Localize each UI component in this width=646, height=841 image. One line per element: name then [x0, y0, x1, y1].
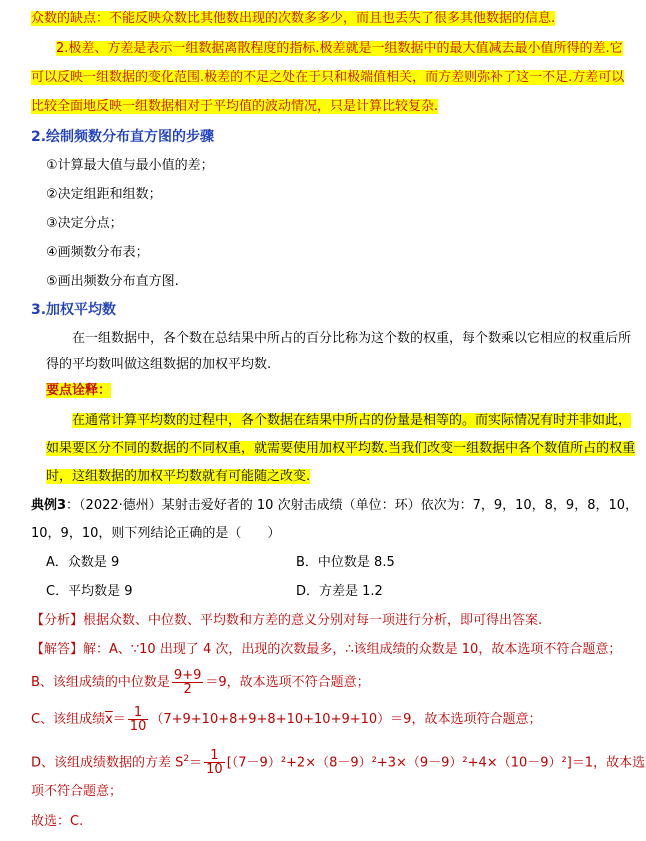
note-label: 要点诠释：: [46, 383, 112, 398]
fraction-mean: $\frac{1}{10}$: [129, 705, 147, 734]
heading-histogram-steps: 2.绘制频数分布直方图的步骤: [31, 129, 215, 145]
example-question-2: 10，9，10，则下列结论正确的是（ ）: [31, 526, 281, 541]
solution-c: C、该组成绩$\overline{x}=$ $\frac{1}{10}$ （7+9+10+8+9+8+10+10+9+10）＝9，故本选项符合题意；: [31, 705, 542, 734]
fraction-median: $\frac{9+9}{2}$: [173, 668, 202, 697]
fraction-variance: $\frac{1}{10}$: [206, 748, 223, 778]
option-a: A．众数是 9: [46, 555, 120, 570]
paragraph-weighted-mean-1: 在一组数据中，各个数在总结果中所占的百分比称为这个数的权重，每个数乘以它相应的权重后所: [72, 331, 632, 346]
final-answer: 故选：C.: [31, 814, 84, 829]
step-1: ①计算最大值与最小值的差；: [46, 158, 214, 173]
note-paragraph-1: 在通常计算平均数的过程中，各个数据在结果中所占的份量是相等的。而实际情况有时并非如此，: [72, 413, 632, 428]
heading-weighted-mean: 3.加权平均数: [31, 302, 117, 318]
step-4: ④画频数分布表；: [46, 245, 149, 260]
paragraph-mode-drawback: 众数的缺点：不能反映众数比其他数出现的次数多多少，而且也丢失了很多其他数据的信息.: [31, 11, 556, 26]
note-paragraph-2: 如果要区分不同的数据的不同权重，就需要使用加权平均数.当我们改变一组数据中各个数值所占的权重: [46, 441, 636, 456]
paragraph-range-variance-1: 2.极差、方差是表示一组数据离散程度的指标.极差就是一组数据中的最大值减去最小值所得的差.它: [56, 41, 623, 56]
option-c: C．平均数是 9: [46, 584, 133, 599]
solution-a: 【解答】解：A、∵10 出现了 4 次，出现的次数最多，∴该组成绩的众数是 10，故本选项不符合题意；: [31, 642, 622, 657]
paragraph-range-variance-2: 可以反映一组数据的变化范围.极差的不足之处在于只和极端值相关，而方差则弥补了这一不足.方差可以: [31, 70, 625, 85]
step-3: ③决定分点；: [46, 216, 123, 231]
example-question-1: 典例3：（2022·德州）某射击爱好者的 10 次射击成绩（单位：环）依次为：7，9，10，8，9，8，10，: [31, 498, 639, 513]
analysis: 【分析】根据众数、中位数、平均数和方差的意义分别对每一项进行分析，即可得出答案.: [31, 613, 543, 628]
paragraph-range-variance-3: 比较全面地反映一组数据相对于平均值的波动情况，只是计算比较复杂.: [31, 99, 439, 114]
step-5: ⑤画出频数分布直方图.: [46, 274, 179, 289]
step-2: ②决定组距和组数；: [46, 187, 162, 202]
solution-b: B、该组成绩的中位数是 $\frac{9+9}{2}$ ＝9，故本选项不符合题意；: [31, 668, 370, 697]
option-b: B．中位数是 8.5: [296, 555, 395, 570]
paragraph-weighted-mean-2: 得的平均数叫做这组数据的加权平均数.: [46, 357, 272, 372]
note-paragraph-3: 时，这组数据的加权平均数就有可能随之改变.: [46, 469, 311, 484]
solution-d: D、该组成绩数据的方差 $S^2=$ $\frac{1}{10}$ [（7－9）²+2×（8－9）²+3×（9－9）²+4×（10－9）²]＝1，故本选: [31, 748, 646, 778]
solution-d-continued: 项不符合题意；: [31, 784, 123, 799]
option-d: D．方差是 1.2: [296, 584, 383, 599]
